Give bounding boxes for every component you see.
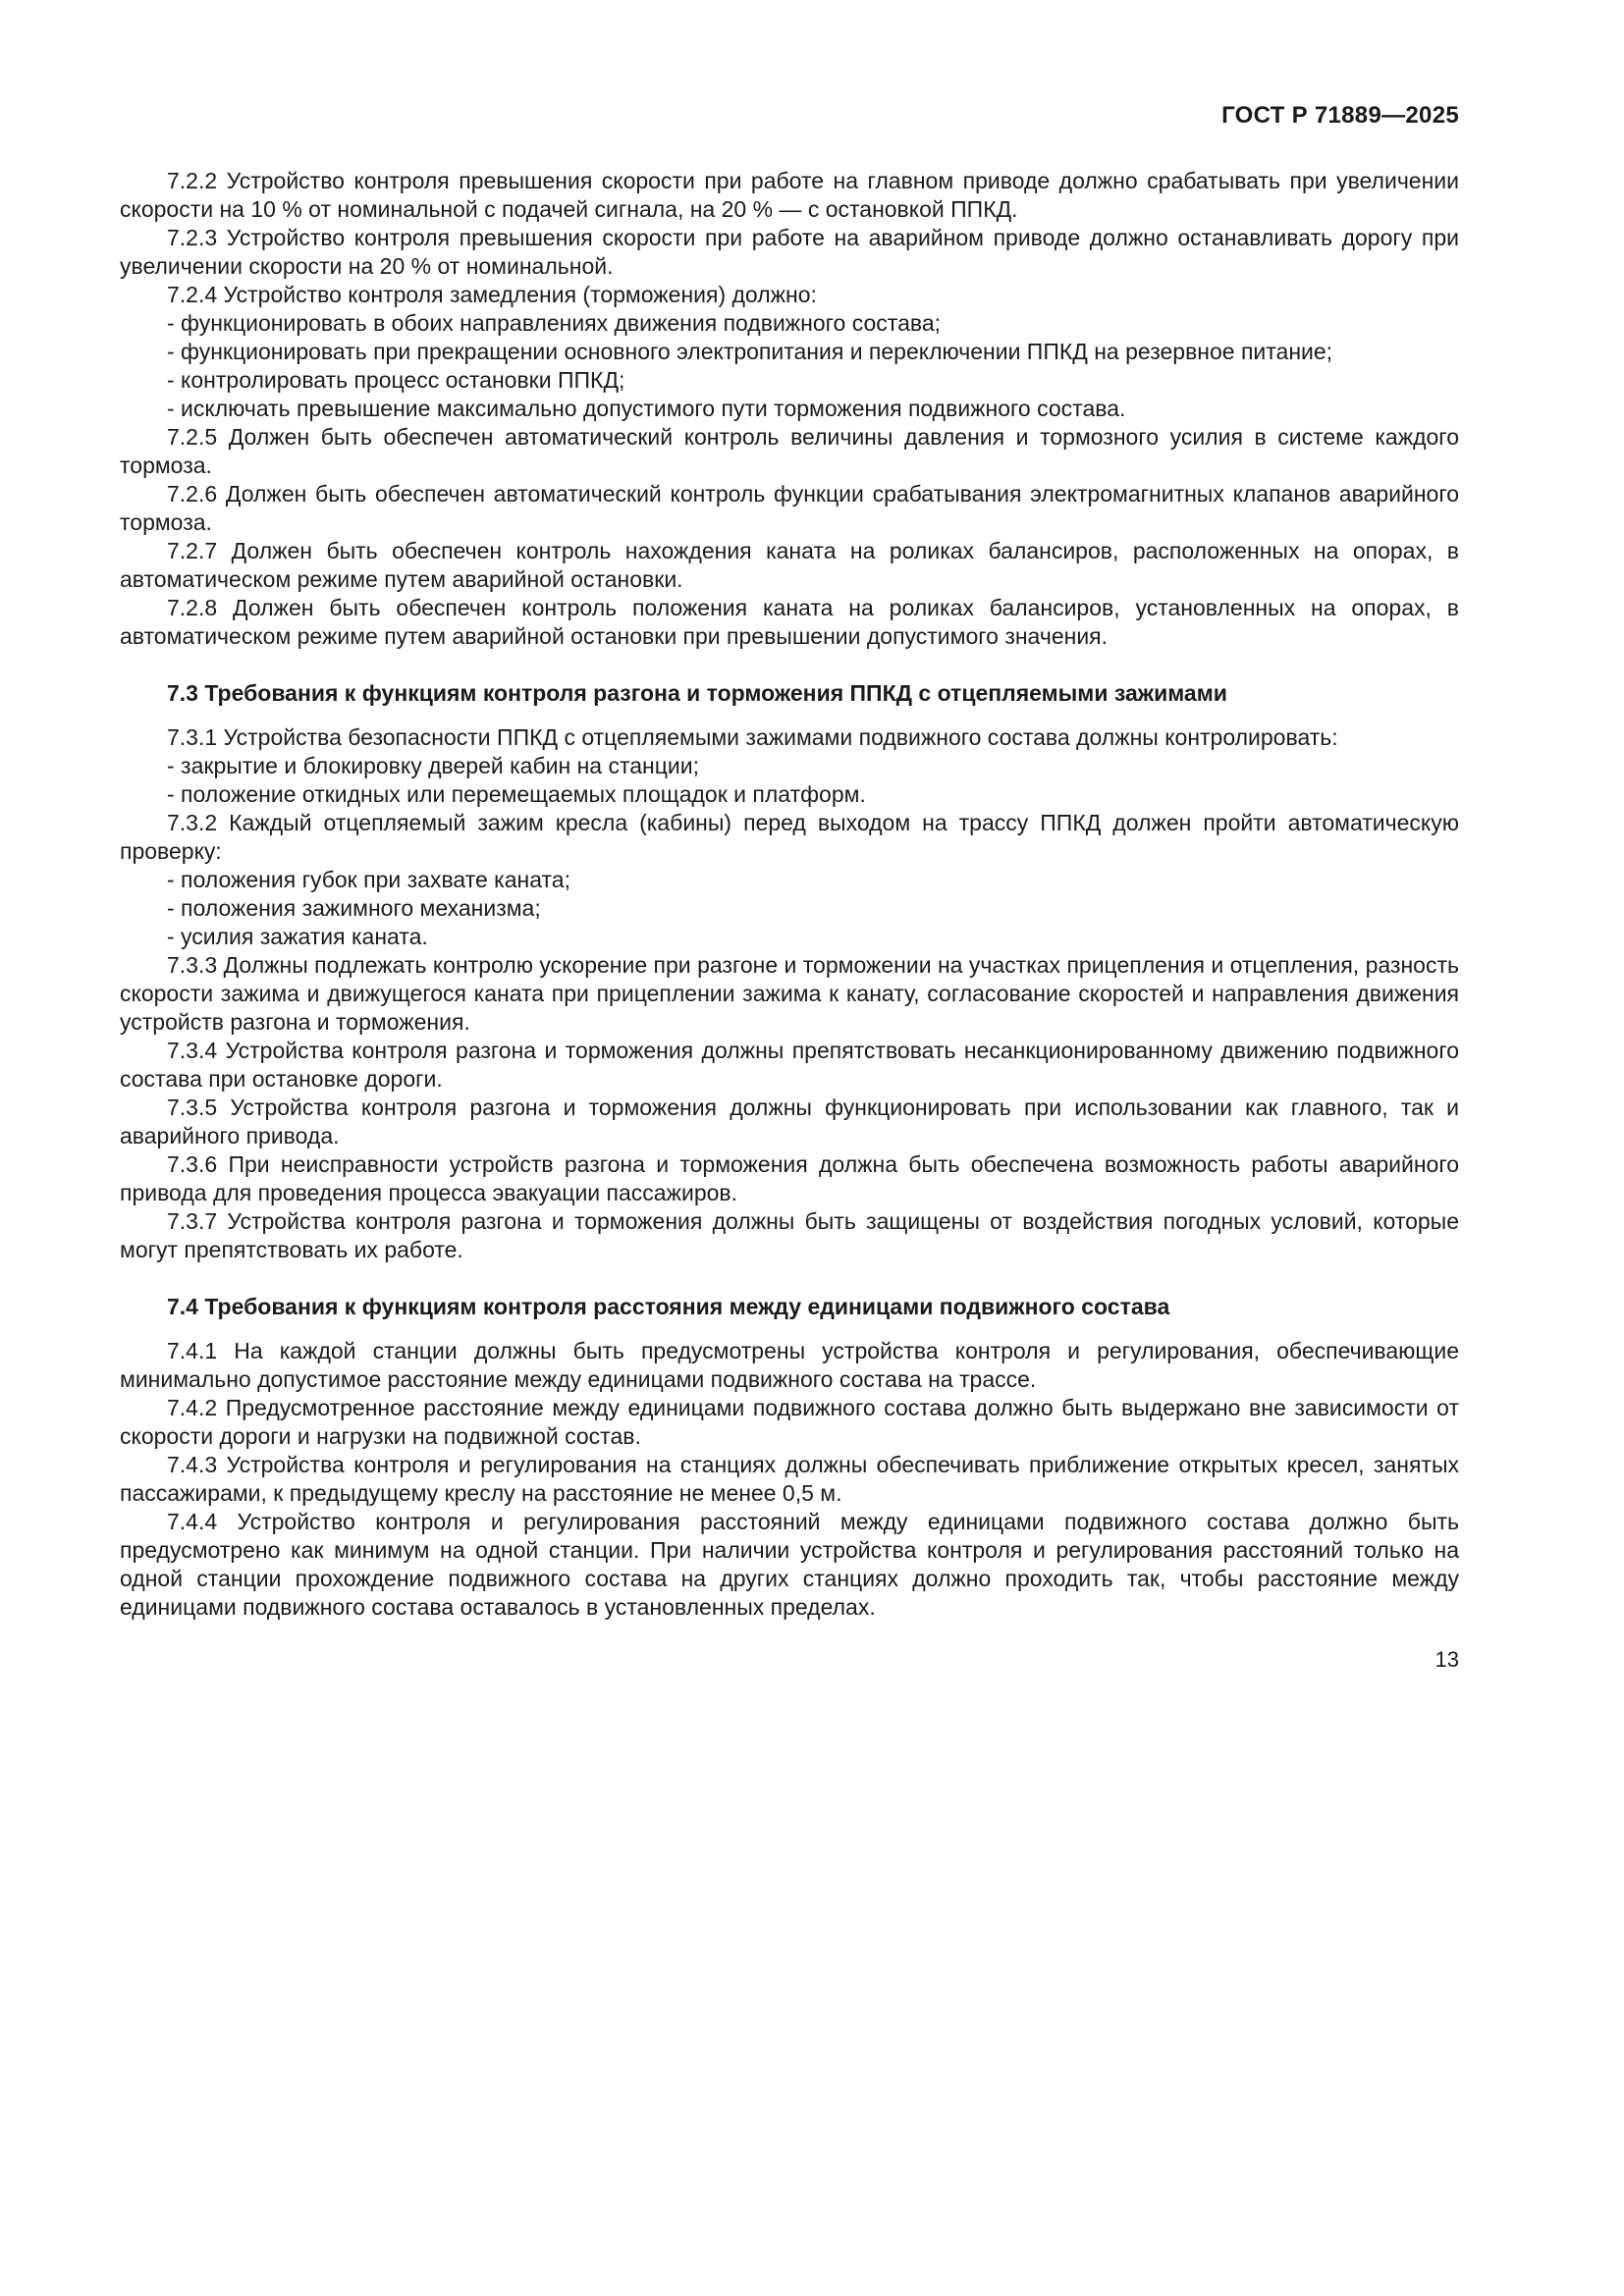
document-body — [120, 167, 1459, 1622]
page-footer — [120, 1647, 1459, 1673]
paragraph-7-4-4: 7.4.4 Устройство контроля и регулирования расстояний между единицами подвижного состава должно быть предусмотрено как минимум на одной станции. При наличии устройства контроля и регулирования расстояний только на одной станции прохождение подвижного состава на других станциях должно проходить так, чтобы расстояние между единицами подвижного состава оставалось в установленных пределах. — [120, 1509, 1459, 1620]
paragraph-7-4-2: 7.4.2 Предусмотренное расстояние между единицами подвижного состава должно быть выдержано вне зависимости от скорости дороги и нагрузки на подвижной состав. — [120, 1395, 1459, 1449]
page-number: 13 — [1435, 1647, 1459, 1672]
list-item-7-2-4-c: - контролировать процесс остановки ППКД; — [167, 367, 625, 393]
paragraph-7-4-1: 7.4.1 На каждой станции должны быть предусмотрены устройства контроля и регулирования, обеспечивающие минимально допустимое расстояние между единицами подвижного состава на трассе. — [120, 1338, 1459, 1392]
page-header — [120, 102, 1459, 130]
list-item-7-2-4-b: - функционировать при прекращении основного электропитания и переключении ППКД на резервное питание; — [167, 339, 1333, 364]
heading-7-4: 7.4 Требования к функциям контроля расстояния между единицами подвижного состава — [167, 1294, 1170, 1319]
paragraph-7-2-5: 7.2.5 Должен быть обеспечен автоматический контроль величины давления и тормозного усилия в системе каждого тормоза. — [120, 424, 1459, 478]
paragraph-7-2-8: 7.2.8 Должен быть обеспечен контроль положения каната на роликах балансиров, установленных на опорах, в автоматическом режиме путем аварийной остановки при превышении допустимого значения. — [120, 595, 1459, 649]
paragraph-7-2-7: 7.2.7 Должен быть обеспечен контроль нахождения каната на роликах балансиров, расположенных на опорах, в автоматическом режиме путем аварийной остановки. — [120, 538, 1459, 592]
paragraph-7-2-2: 7.2.2 Устройство контроля превышения скорости при работе на главном приводе должно срабатывать при увеличении скорости на 10 % от номинальной с подачей сигнала, на 20 % — с остановкой ППКД. — [120, 168, 1459, 222]
document-code: ГОСТ Р 71889—2025 — [1221, 102, 1459, 129]
paragraph-7-3-6: 7.3.6 При неисправности устройств разгона и торможения должна быть обеспечена возможность работы аварийного привода для проведения процесса эвакуации пассажиров. — [120, 1151, 1459, 1205]
list-item-7-3-1-b: - положение откидных или перемещаемых площадок и платформ. — [167, 781, 866, 807]
paragraph-7-2-6: 7.2.6 Должен быть обеспечен автоматический контроль функции срабатывания электромагнитных клапанов аварийного тормоза. — [120, 481, 1459, 535]
list-item-7-2-4-a: - функционировать в обоих направлениях движения подвижного состава; — [167, 310, 941, 336]
list-item-7-2-4-d: - исключать превышение максимально допустимого пути торможения подвижного состава. — [167, 396, 1126, 421]
paragraph-7-3-2: 7.3.2 Каждый отцепляемый зажим кресла (кабины) перед выходом на трассу ППКД должен пройти автоматическую проверку: — [120, 810, 1459, 864]
paragraph-7-3-7: 7.3.7 Устройства контроля разгона и торможения должны быть защищены от воздействия погодных условий, которые могут препятствовать их работе. — [120, 1208, 1459, 1262]
paragraph-7-3-5: 7.3.5 Устройства контроля разгона и торможения должны функционировать при использовании как главного, так и аварийного привода. — [120, 1095, 1459, 1148]
paragraph-7-2-3: 7.2.3 Устройство контроля превышения скорости при работе на аварийном приводе должно останавливать дорогу при увеличении скорости на 20 % от номинальной. — [120, 225, 1459, 279]
paragraph-7-2-4: 7.2.4 Устройство контроля замедления (торможения) должно: — [167, 282, 817, 307]
list-item-7-3-2-b: - положения зажимного механизма; — [167, 895, 541, 921]
paragraph-7-3-3: 7.3.3 Должны подлежать контролю ускорение при разгоне и торможении на участках прицепления и отцепления, разность скорости зажима и движущегося каната при прицеплении зажима к канату, согласование скоростей и направления движения устройств разгона и торможения. — [120, 952, 1459, 1035]
paragraph-7-3-4: 7.3.4 Устройства контроля разгона и торможения должны препятствовать несанкционированному движению подвижного состава при остановке дороги. — [120, 1038, 1459, 1092]
paragraph-7-4-3: 7.4.3 Устройства контроля и регулирования на станциях должны обеспечивать приближение открытых кресел, занятых пассажирами, к предыдущему креслу на расстояние не менее 0,5 м. — [120, 1452, 1459, 1506]
list-item-7-3-2-a: - положения губок при захвате каната; — [167, 867, 570, 892]
paragraph-7-3-1: 7.3.1 Устройства безопасности ППКД с отцепляемыми зажимами подвижного состава должны контролировать: — [167, 724, 1338, 750]
heading-7-3: 7.3 Требования к функциям контроля разгона и торможения ППКД с отцепляемыми зажимами — [167, 680, 1227, 706]
list-item-7-3-1-a: - закрытие и блокировку дверей кабин на станции; — [167, 753, 699, 778]
list-item-7-3-2-c: - усилия зажатия каната. — [167, 924, 428, 949]
